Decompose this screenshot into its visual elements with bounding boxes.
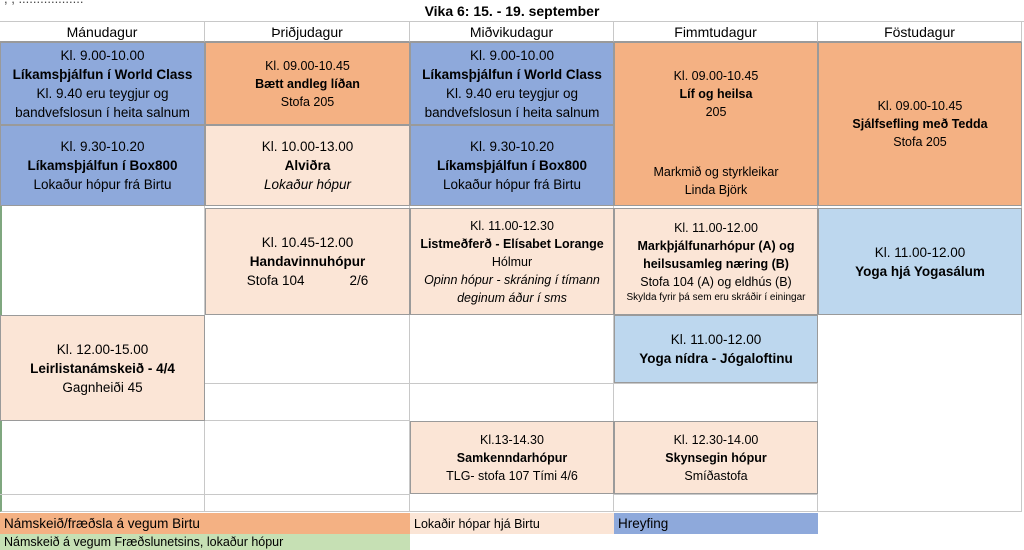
event-title: Alviðra (284, 158, 331, 173)
event-detail: Markmið og styrkleikar (653, 165, 779, 179)
event-wed-box800[interactable] (410, 125, 614, 206)
event-time: Kl. 9.00-10.00 (60, 47, 145, 63)
event-title: Líf og heilsa (679, 87, 753, 101)
event-detail: Kl. 9.40 eru teygjur og (445, 85, 579, 101)
event-detail: Lokaður hópur (263, 177, 352, 192)
event-title: Yoga hjá Yogasálum (855, 263, 985, 279)
event-fri-yoga[interactable] (818, 208, 1022, 315)
event-time: Kl. 11.00-12.00 (874, 244, 966, 260)
event-detail: Kl. 9.40 eru teygjur og (36, 85, 169, 101)
event-detail: bandvefslosun í heita salnum (424, 104, 600, 120)
event-mon-box800[interactable] (0, 125, 205, 206)
event-wed-worldclass[interactable] (410, 42, 614, 125)
event-time: Kl.13-14.30 (480, 432, 544, 447)
event-detail: Stofa 205 (893, 135, 947, 149)
event-tue-handavinna[interactable] (205, 208, 410, 315)
event-title: Líkamsþjálfun í Box800 (436, 158, 588, 173)
event-mon-worldclass[interactable] (0, 42, 205, 125)
event-detail: Lokaður hópur frá Birtu (33, 177, 172, 192)
event-thu-lif-heilsa[interactable] (614, 42, 818, 206)
event-thu-yoga-nidra[interactable] (614, 315, 818, 383)
event-time: Kl. 11.00-12.00 (674, 220, 758, 235)
event-detail: bandvefslosun í heita salnum (15, 104, 190, 120)
event-mon-leirlist[interactable] (0, 315, 205, 421)
event-title: heilsusamleg næring (B) (643, 256, 789, 271)
event-thu-markthjalfun[interactable] (614, 208, 818, 315)
event-detail: Skylda fyrir þá sem eru skráðir í einingar (626, 291, 806, 303)
event-title: Líkamsþjálfun í Box800 (27, 158, 178, 173)
event-title: Listmeðferð - Elísabet Lorange (420, 236, 604, 251)
event-time: Kl. 11.00-12.00 (670, 332, 762, 347)
event-detail: 205 (705, 105, 727, 119)
event-detail: Stofa 205 (280, 94, 335, 109)
event-detail: deginum áður í sms (457, 290, 567, 305)
event-detail: Opinn hópur - skráning í tímann (424, 272, 600, 287)
event-title: Leirlistanámskeið - 4/4 (30, 360, 175, 376)
event-title: Handavinnuhópur (249, 254, 366, 269)
event-time: Kl. 09.00-10.45 (877, 99, 963, 113)
event-thu-skynsegin[interactable] (614, 421, 818, 494)
header-monday: Mánudagur (0, 22, 205, 42)
event-fri-sjalfsefling[interactable] (818, 42, 1022, 206)
event-detail: Stofa 104 (A) og eldhús (B) (640, 274, 792, 289)
event-time: Kl. 12.00-15.00 (56, 341, 149, 357)
event-title: Yoga nídra - Jógaloftinu (639, 351, 793, 366)
event-tue-alvidra[interactable] (205, 125, 410, 206)
legend-birta: Námskeið/fræðsla á vegum Birtu (0, 513, 410, 534)
event-time: Kl. 10.00-13.00 (261, 139, 354, 154)
event-time: Kl. 09.00-10.45 (673, 69, 759, 83)
event-time: Kl. 9.00-10.00 (469, 47, 555, 63)
event-title: Bætt andleg líðan (255, 76, 360, 91)
event-title: Líkamsþjálfun í World Class (422, 66, 602, 82)
event-title: Skynsegin hópur (665, 450, 767, 465)
event-detail: Stofa 104 2/6 (246, 273, 369, 288)
event-tue-andleg[interactable] (205, 42, 410, 125)
event-detail: Gagnheiði 45 (62, 379, 143, 395)
event-time: Kl. 9.30-10.20 (60, 139, 145, 154)
event-wed-samkennd[interactable] (410, 421, 614, 494)
event-title: Samkenndarhópur (456, 450, 568, 465)
event-time: Kl. 12.30-14.00 (673, 432, 759, 447)
event-title: Sjálfsefling með Tedda (852, 117, 988, 131)
event-detail: Smíðastofa (684, 468, 748, 483)
event-title: Markþjálfunarhópur (A) og (637, 238, 795, 253)
event-detail: Lokaður hópur frá Birtu (442, 177, 582, 192)
header-tuesday: Þriðjudagur (205, 22, 410, 42)
event-time: Kl. 9.30-10.20 (469, 139, 555, 154)
event-time: Kl. 09.00-10.45 (265, 58, 350, 73)
event-title: Líkamsþjálfun í World Class (12, 66, 193, 82)
event-detail: Linda Björk (684, 183, 748, 197)
legend-fraedslunet: Námskeið á vegum Fræðslunetsins, lokaður hópur (0, 534, 410, 550)
header-wednesday: Miðvikudagur (410, 22, 614, 42)
event-time: Kl. 10.45-12.00 (261, 235, 354, 250)
event-detail: Hólmur (491, 254, 533, 269)
legend-hreyfing: Hreyfing (614, 513, 818, 534)
event-time: Kl. 11.00-12.30 (470, 218, 554, 233)
legend-closed-groups: Lokaðir hópar hjá Birtu (410, 513, 614, 534)
event-detail: TLG- stofa 107 Tími 4/6 (446, 468, 578, 483)
header-friday: Föstudagur (818, 22, 1022, 42)
header-thursday: Fimmtudagur (614, 22, 818, 42)
event-wed-listmedferd[interactable] (410, 208, 614, 315)
week-title: Vika 6: 15. - 19. september (424, 3, 600, 19)
